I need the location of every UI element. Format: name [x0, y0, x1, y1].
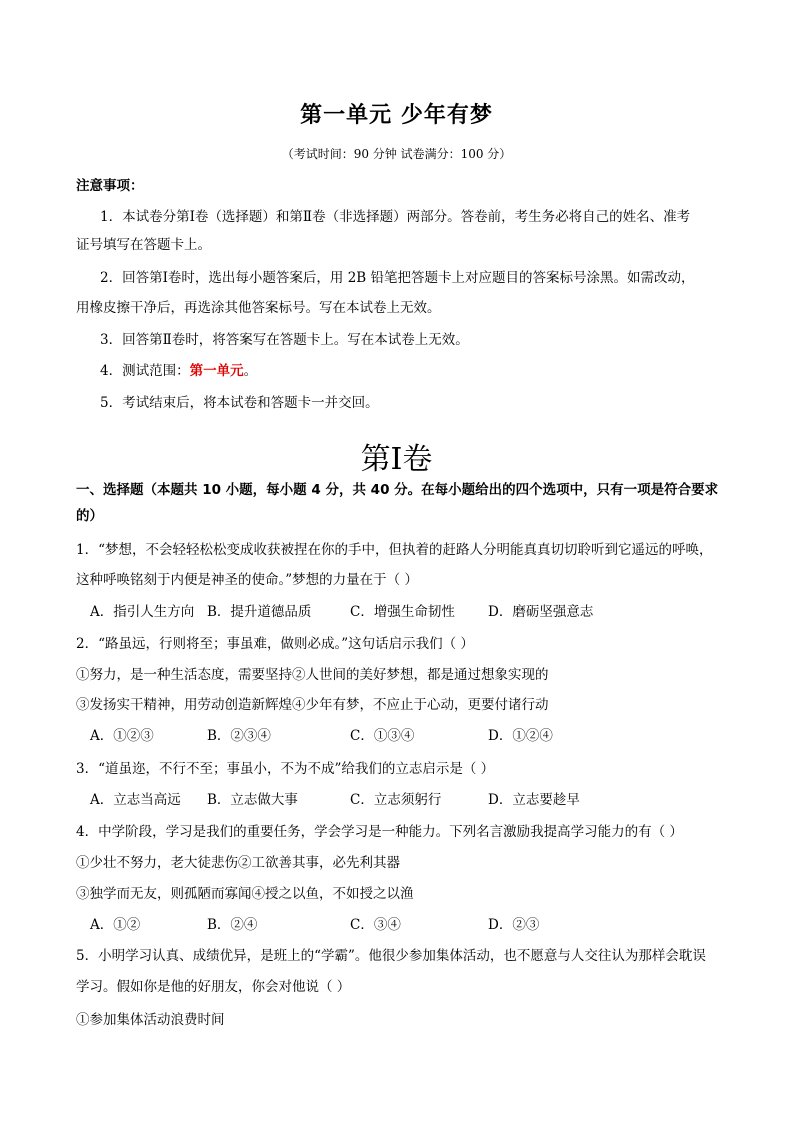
notice-item-1-cont: 证号填写在答题卡上。: [76, 237, 211, 253]
option-a: A．立志当高远: [90, 792, 181, 808]
option-a: A．①②: [90, 917, 141, 933]
question-2: 2．“路虽远，行则将至；事虽难，做则必成。”这句话启示我们（ ）: [76, 636, 474, 652]
notice-item-4-prefix: 4．测试范围：: [100, 363, 190, 379]
page-title: 第一单元 少年有梦: [300, 103, 493, 128]
exam-info: （考试时间：90 分钟 试卷满分：100 分）: [281, 147, 512, 161]
question-5: 5．小明学习认真、成绩优异，是班上的“学霸”。他很少参加集体活动，也不愿意与人交往认为那样会耽误: [76, 948, 706, 964]
option-a: A．指引人生方向: [90, 604, 195, 620]
option-d: D．磨砺坚强意志: [488, 604, 594, 620]
question-2-statements-1: ①努力，是一种生活态度，需要坚持②人世间的美好梦想，都是通过想象实现的: [76, 667, 549, 683]
part1-instructions: 一、选择题（本题共 10 小题，每小题 4 分，共 40 分。在每小题给出的四个选项中，只有一项是符合要求: [76, 482, 719, 498]
question-3: 3．“道虽迩，不行不至；事虽小，不为不成”给我们的立志启示是（ ）: [76, 761, 495, 777]
notice-item-1: 1．本试卷分第Ⅰ卷（选择题）和第Ⅱ卷（非选择题）两部分。答卷前，考生务必将自己的姓名、准考: [100, 209, 691, 225]
option-b: B．立志做大事: [207, 792, 298, 808]
question-4: 4．中学阶段，学习是我们的重要任务，学会学习是一种能力。下列名言激励我提高学习能力的有（ ）: [76, 824, 683, 840]
question-1-cont: 这种呼唤铭刻于内便是神圣的使命。”梦想的力量在于（ ）: [76, 572, 418, 588]
option-c: C．①③④: [350, 728, 415, 744]
question-4-statements-2: ③独学而无友，则孤陋而寡闻④授之以鱼，不如授之以渔: [76, 886, 414, 902]
option-a: A．①②③: [90, 728, 154, 744]
section-title: 第I卷: [360, 442, 433, 477]
notice-item-4-suffix: 。: [243, 363, 258, 379]
question-5-cont: 学习。假如你是他的好朋友，你会对他说（ ）: [76, 979, 351, 995]
question-2-statements-2: ③发扬实干精神，用劳动创造新辉煌④少年有梦，不应止于心动，更要付诸行动: [76, 697, 549, 713]
option-c: C．立志须躬行: [350, 792, 442, 808]
test-range: 第一单元: [189, 363, 244, 379]
option-b: B．②③④: [207, 728, 271, 744]
notice-item-2-cont: 用橡皮擦干净后，再选涂其他答案标号。写在本试卷上无效。: [76, 300, 441, 316]
notice-item-4: [100, 361, 760, 381]
notice-item-2: 2．回答第Ⅰ卷时，选出每小题答案后，用 2B 铅笔把答题卡上对应题目的答案标号涂黑。如需改动，: [100, 270, 695, 286]
option-d: D．立志要趁早: [488, 792, 580, 808]
option-b: B．提升道德品质: [207, 604, 312, 620]
question-5-statement-1: ①参加集体活动浪费时间: [76, 1012, 225, 1028]
notice-heading: 注意事项：: [76, 178, 144, 194]
option-d: D．①②④: [488, 728, 553, 744]
option-b: B．②④: [207, 917, 258, 933]
notice-item-3: 3．回答第Ⅱ卷时，将答案写在答题卡上。写在本试卷上无效。: [100, 332, 469, 348]
question-4-statements-1: ①少壮不努力，老大徒悲伤②工欲善其事，必先利其器: [76, 855, 400, 871]
option-c: C．③④: [350, 917, 401, 933]
part1-instructions-cont: 的）: [76, 508, 103, 524]
option-c: C．增强生命韧性: [350, 604, 455, 620]
question-1: 1．“梦想，不会轻轻松松变成收获被捏在你的手中，但执着的赶路人分明能真真切切聆听到它遥远的呼唤，: [76, 542, 713, 558]
notice-item-5: 5．考试结束后，将本试卷和答题卡一并交回。: [100, 395, 379, 411]
option-d: D．②③: [488, 917, 540, 933]
